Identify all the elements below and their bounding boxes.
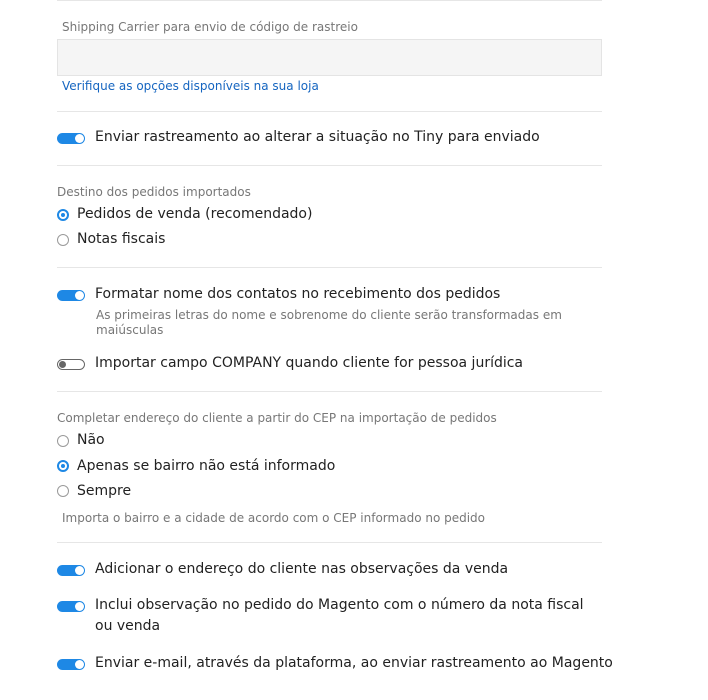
radio-always-label: Sempre xyxy=(77,483,132,499)
include-invoice-obs-toggle[interactable] xyxy=(57,601,85,612)
divider xyxy=(57,165,602,166)
send-tracking-toggle[interactable] xyxy=(57,133,85,144)
divider xyxy=(57,111,602,112)
include-invoice-obs-label: Inclui observação no pedido do Magento com o número da nota fiscal ou venda xyxy=(95,597,584,634)
radio-sales-orders-label: Pedidos de venda (recomendado) xyxy=(77,206,313,222)
toggle-knob xyxy=(75,660,84,669)
toggle-knob xyxy=(75,134,84,143)
import-company-label: Importar campo COMPANY quando cliente for pessoa jurídica xyxy=(95,355,524,371)
toggle-knob xyxy=(75,566,84,575)
carrier-label: Shipping Carrier para envio de código de rastreio xyxy=(62,20,358,34)
address-completion-note: Importa o bairro e a cidade de acordo com o CEP informado no pedido xyxy=(62,511,486,525)
carrier-options-link[interactable]: Verifique as opções disponíveis na sua loja xyxy=(62,79,319,93)
send-email-label: Enviar e-mail, através da plataforma, ao enviar rastreamento ao Magento xyxy=(95,655,613,671)
radio-no[interactable] xyxy=(57,435,69,447)
order-destination-title: Destino dos pedidos importados xyxy=(57,185,251,199)
toggle-knob xyxy=(75,602,84,611)
radio-no-label: Não xyxy=(77,432,105,448)
send-tracking-label: Enviar rastreamento ao alterar a situação no Tiny para enviado xyxy=(95,129,540,145)
address-completion-title: Completar endereço do cliente a partir do CEP na importação de pedidos xyxy=(57,411,497,425)
format-names-label: Formatar nome dos contatos no recebimento dos pedidos xyxy=(95,286,501,302)
toggle-knob xyxy=(59,361,66,368)
radio-always[interactable] xyxy=(57,485,69,497)
add-address-obs-label: Adicionar o endereço do cliente nas observações da venda xyxy=(95,561,509,577)
radio-invoices[interactable] xyxy=(57,234,69,246)
format-names-toggle[interactable] xyxy=(57,290,85,301)
send-email-toggle[interactable] xyxy=(57,659,85,670)
divider xyxy=(57,542,602,543)
radio-sales-orders[interactable] xyxy=(57,209,69,221)
radio-invoices-label: Notas fiscais xyxy=(77,231,166,247)
import-company-toggle[interactable] xyxy=(57,359,85,370)
divider xyxy=(57,391,602,392)
radio-only-missing-neighborhood[interactable] xyxy=(57,460,69,472)
carrier-input[interactable] xyxy=(57,39,602,76)
divider xyxy=(57,267,602,268)
format-names-description: As primeiras letras do nome e sobrenome do cliente serão transformadas em maiúsculas xyxy=(96,308,562,337)
radio-only-missing-neighborhood-label: Apenas se bairro não está informado xyxy=(77,458,336,474)
add-address-obs-toggle[interactable] xyxy=(57,565,85,576)
divider xyxy=(57,0,602,1)
toggle-knob xyxy=(75,291,84,300)
